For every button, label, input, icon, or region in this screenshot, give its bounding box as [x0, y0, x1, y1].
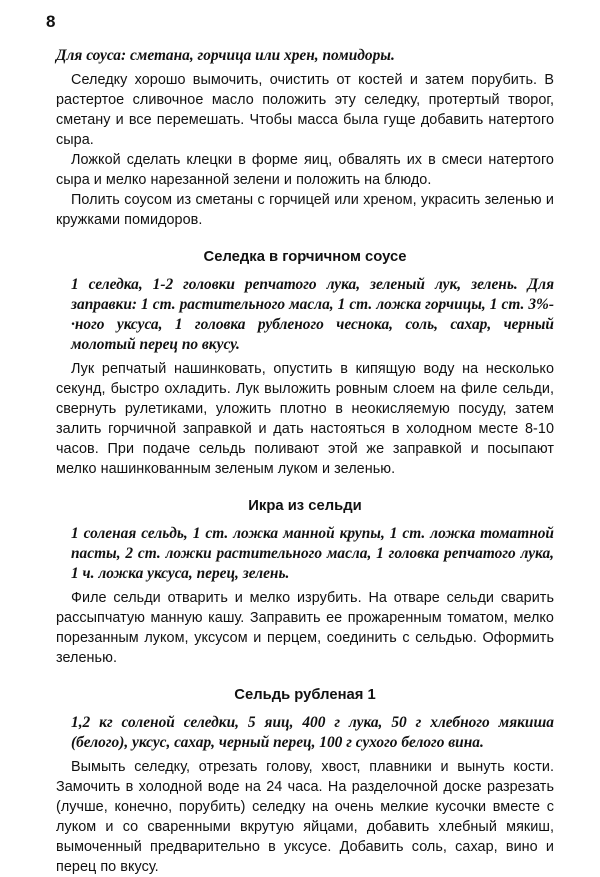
sauce-ingredients: Для соуса: сметана, горчица или хрен, помидоры.	[56, 47, 395, 64]
recipe-step: Филе сельди отварить и мелко изрубить. На отваре сельди сварить рассыпчатую манную кашу. Заправить ее прожаренным томатом, мелко порезанным луком, уксусом и перцем, соединить с сельдью. Оформить зеленью.	[56, 590, 554, 666]
recipe-ingredients: 1 соленая сельдь, 1 ст. ложка манной крупы, 1 ст. ложка томатной пасты, 2 ст. ложки растительного масла, 1 головка репчатого лука, 1 ч. ложка уксуса, перец, зелень.	[71, 525, 554, 582]
intro-step-1: Селедку хорошо вымочить, очистить от костей и затем порубить. В растертое сливочное масло положить эту селедку, протертый творог, сметану и все перемешать. Чтобы масса была гуще добавить натертого сыра.	[56, 72, 554, 148]
recipe-step: Вымыть селедку, отрезать голову, хвост, плавники и вынуть кости. Замочить в холодной воде на 24 часа. На разделочной доске разрезать (лучше, конечно, порубить) селедку на очень мелкие кусочки вместе с луком и со сваренными вкрутую яйцами, добавить хлебный мякиш, вымоченный предварительно в уксусе. Добавить соль, сахар, вино и перец по вкусу.	[56, 759, 554, 875]
recipe-title: Икра из сельди	[248, 498, 362, 514]
recipe-title: Селедка в горчичном соусе	[203, 249, 407, 265]
recipe-section	[56, 247, 554, 479]
recipe-step: Лук репчатый нашинковать, опустить в кипящую воду на несколько секунд, быстро охладить. Лук выложить ровным слоем на филе сельди, свернуть рулетиками, уложить плотно в неокисляемую посуду, затем залить горчичной заправкой и дать настояться в холодном месте 8-10 часов. При подаче сельдь поливают этой же заправкой и посыпают мелко нашинкованным зеленым луком и зеленью.	[56, 361, 554, 477]
recipe-title: Сельдь рубленая 1	[234, 687, 376, 703]
intro-step-2: Ложкой сделать клецки в форме яиц, обвалять их в смеси натертого сыра и мелко нарезанной зелени и положить на блюдо.	[56, 152, 554, 188]
recipe-ingredients: 1 селедка, 1-2 головки репчатого лука, зеленый лук, зелень. Для заправки: 1 ст. растительного масла, 1 ст. ложка горчицы, 1 ст. 3%-·ного уксуса, 1 головка рубленого чеснока, соль, сахар, черный молотый перец по вкусу.	[71, 276, 554, 353]
intro-step-3: Полить соусом из сметаны с горчицей или хреном, украсить зеленью и кружками помидоров.	[56, 192, 554, 228]
recipe-ingredients: 1,2 кг соленой селедки, 5 яиц, 400 г лука, 50 г хлебного мякиша (белого), уксус, сахар, черный перец, 100 г сухого белого вина.	[71, 714, 554, 751]
page-content	[56, 46, 554, 877]
page-number: 8	[46, 12, 56, 31]
recipe-section	[56, 496, 554, 668]
recipe-section	[56, 685, 554, 877]
